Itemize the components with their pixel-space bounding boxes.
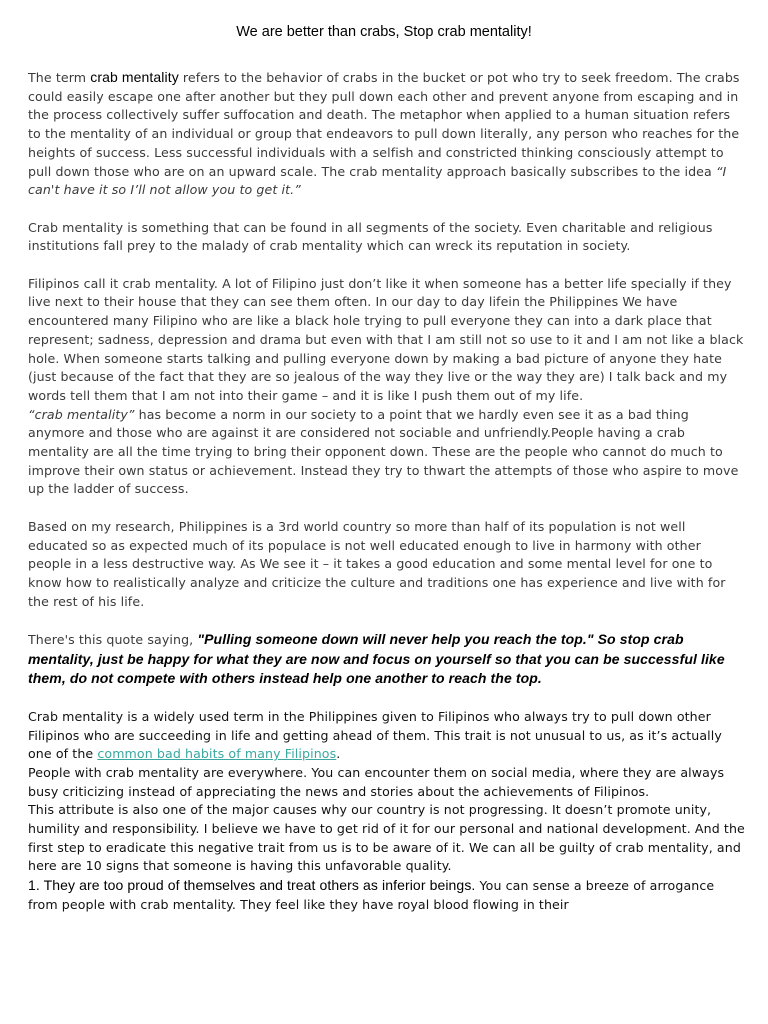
p1-pre: The term — [28, 70, 91, 85]
document-body — [28, 68, 746, 915]
sign-1-text: You can sense a breeze of arrogance from people with crab mentality. They feel like they have royal blood flowing in their — [28, 878, 715, 912]
p1-keyword: crab mentality — [90, 69, 179, 85]
paragraph-gap — [28, 499, 746, 518]
paragraph-gap — [28, 611, 746, 630]
p7-pre: Crab mentality is a widely used term in the Philippines given to Filipinos who always try to pull down other Filipinos who are succeeding in life and getting ahead of them. This trait is not unusual to us, as it’s actually one of the — [28, 708, 722, 762]
bad-habits-link[interactable]: common bad habits of many Filipinos — [97, 746, 337, 762]
paragraph-3: Filipinos call it crab mentality. A lot of Filipino just don’t like it when someone has a better life specially if they live next to their house that they can see them often. In our day to day lifein the Philippines We have encountered many Filipino who are like a black hole trying to pull everyone they can into a dark place that represent; sadness, depression and drama but even with that I am still not so use to it and I am not like a black hole. When someone starts talking and pulling everyone down by making a bad picture of anyone they hate (just because of the fact that they are so jealous of the way they live or the way they are) I talk back and my words tell them that I am not into their game – and it is like I push them out of my life. — [28, 275, 744, 403]
paragraph-9: This attribute is also one of the major causes why our country is not progressing. It doesn’t promote unity, humility and responsibility. I believe we have to get rid of it for our personal and national development. And the first step to eradicate this negative trait from us is to be aware of it. We can all be guilty of crab mentality, and here are 10 signs that someone is having this unfavorable quality. — [28, 802, 745, 874]
p6-bold-quote: "Pulling someone down will never help you reach the top." So stop crab mentality, just be happy for what they are now and focus on yourself so that you can be successful like them, do not compete with others instead help one another to reach the top. — [28, 631, 725, 687]
p6-pre: There's this quote saying, — [28, 632, 198, 648]
paragraph-7 — [28, 708, 746, 764]
p7-post: . — [336, 746, 341, 762]
sign-1-heading: 1. They are too proud of themselves and treat others as inferior beings. — [28, 877, 476, 894]
paragraph-5: Based on my research, Philippines is a 3rd world country so more than half of its population is not well educated so as expected much of its populace is not well educated enough to live in harmony with other people in a less destructive way. As We see it – it takes a good education and some mental level for one to know how to realistically analyze and criticize the culture and traditions one has experience and live with for the rest of his life. — [28, 518, 726, 609]
document-title: We are better than crabs, Stop crab mentality! — [236, 24, 532, 40]
paragraph-gap — [28, 256, 746, 275]
paragraph-gap — [28, 200, 746, 219]
paragraph-4 — [28, 406, 746, 500]
paragraph-10 — [28, 876, 746, 914]
paragraph-8: People with crab mentality are everywhere. You can encounter them on social media, where they are always busy criticizing instead of appreciating the news and stories about the achievements of Filipinos. — [28, 764, 725, 799]
p1-mid: refers to the behavior of crabs in the bucket or pot who try to seek freedom. The crabs could easily escape one after another but they pull down each other and prevent anyone from escaping and in the process collectively suffer suffocation and death. The metaphor when applied to a human situation refers to the mentality of an individual or group that endeavors to pull down literally, any person who reaches for the heights of success. Less successful individuals with a selfish and constricted thinking consciously attempt to pull down those who are on an upward scale. The crab mentality approach basically subscribes to the idea — [28, 70, 740, 179]
paragraph-6 — [28, 630, 746, 689]
paragraph-2: Crab mentality is something that can be found in all segments of the society. Even charitable and religious institutions fall prey to the malady of crab mentality which can wreck its reputation in society. — [28, 219, 713, 254]
p4-rest: has become a norm in our society to a point that we hardly even see it as a bad thing anymore and those who are against it are considered not sociable and unfriendly.People having a crab mentality are all the time trying to bring their opponent down. These are the people who cannot do much to improve their own status or achievement. Instead they try to thwart the attempts of those who aspire to move up the ladder of success. — [28, 406, 739, 497]
paragraph-1 — [28, 68, 746, 200]
p4-quoted-term: “crab mentality” — [28, 406, 135, 422]
paragraph-gap — [28, 689, 746, 708]
p1-quote: “I can't have it so I’ll not allow you to get it.” — [28, 163, 727, 198]
